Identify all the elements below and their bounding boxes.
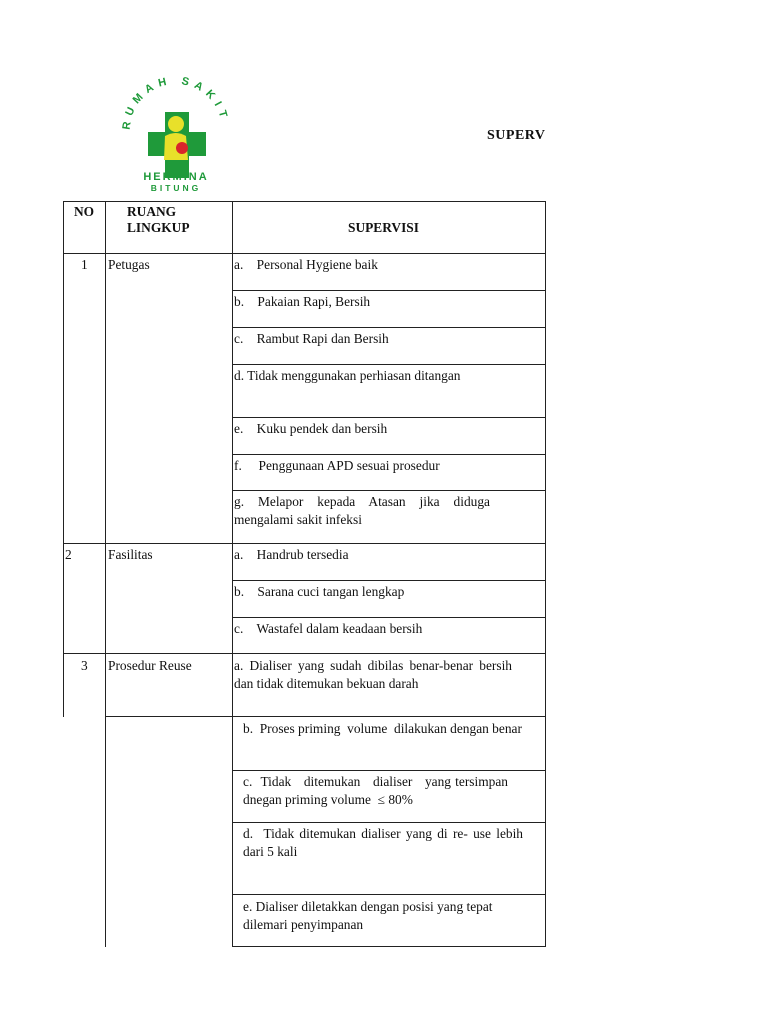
row-1-item-e: e. Kuku pendek dan bersih <box>234 421 388 436</box>
row-1-item-a: a. Personal Hygiene baik <box>234 257 378 272</box>
row-1-scope: Petugas <box>108 257 150 272</box>
row-3-no: 3 <box>81 658 88 673</box>
row-1-no: 1 <box>81 257 88 272</box>
row-3-scope: Prosedur Reuse <box>108 658 192 673</box>
continued-item-b: b. Proses priming volume dilakukan dengan benar <box>243 721 522 736</box>
hospital-logo <box>116 76 236 194</box>
continued-item-c: c. Tidak ditemukan dialiser yang tersimpan dnegan priming volume ≤ 80% <box>243 774 512 807</box>
header-scope-line2: LINGKUP <box>127 220 190 235</box>
row-1-item-g: g. Melapor kepada Atasan jika diduga mengalami sakit infeksi <box>234 494 490 527</box>
logo-name: HERMINA <box>143 171 209 183</box>
row-1-item-d: d. Tidak menggunakan perhiasan ditangan <box>234 368 461 383</box>
logo-baby <box>176 142 188 154</box>
logo-location: BITUNG <box>150 183 202 193</box>
row-1-item-c: c. Rambut Rapi dan Bersih <box>234 331 389 346</box>
row-1-item-f: f. Penggunaan APD sesuai prosedur <box>234 458 440 473</box>
row-3-item-a: a. Dialiser yang sudah dibilas benar-benar bersih dan tidak ditemukan bekuan darah <box>234 658 512 691</box>
row-2-item-b: b. Sarana cuci tangan lengkap <box>234 584 405 599</box>
row-1-item-b: b. Pakaian Rapi, Bersih <box>234 294 371 309</box>
row-2-scope: Fasilitas <box>108 547 153 562</box>
header-scope-line1: RUANG <box>127 204 177 219</box>
header-supervision: SUPERVISI <box>348 220 419 235</box>
row-2-item-c: c. Wastafel dalam keadaan bersih <box>234 621 423 636</box>
header-no: NO <box>74 204 95 219</box>
continued-item-e: e. Dialiser diletakkan dengan posisi yang tepat dilemari penyimpanan <box>243 899 493 932</box>
document-title: SUPERV <box>487 128 546 143</box>
row-2-item-a: a. Handrub tersedia <box>234 547 349 562</box>
continued-item-d: d. Tidak ditemukan dialiser yang di re- use lebih dari 5 kali <box>243 826 527 859</box>
logo-arc-text: RUMAH SAKIT <box>120 76 231 131</box>
row-2-no: 2 <box>65 547 72 562</box>
